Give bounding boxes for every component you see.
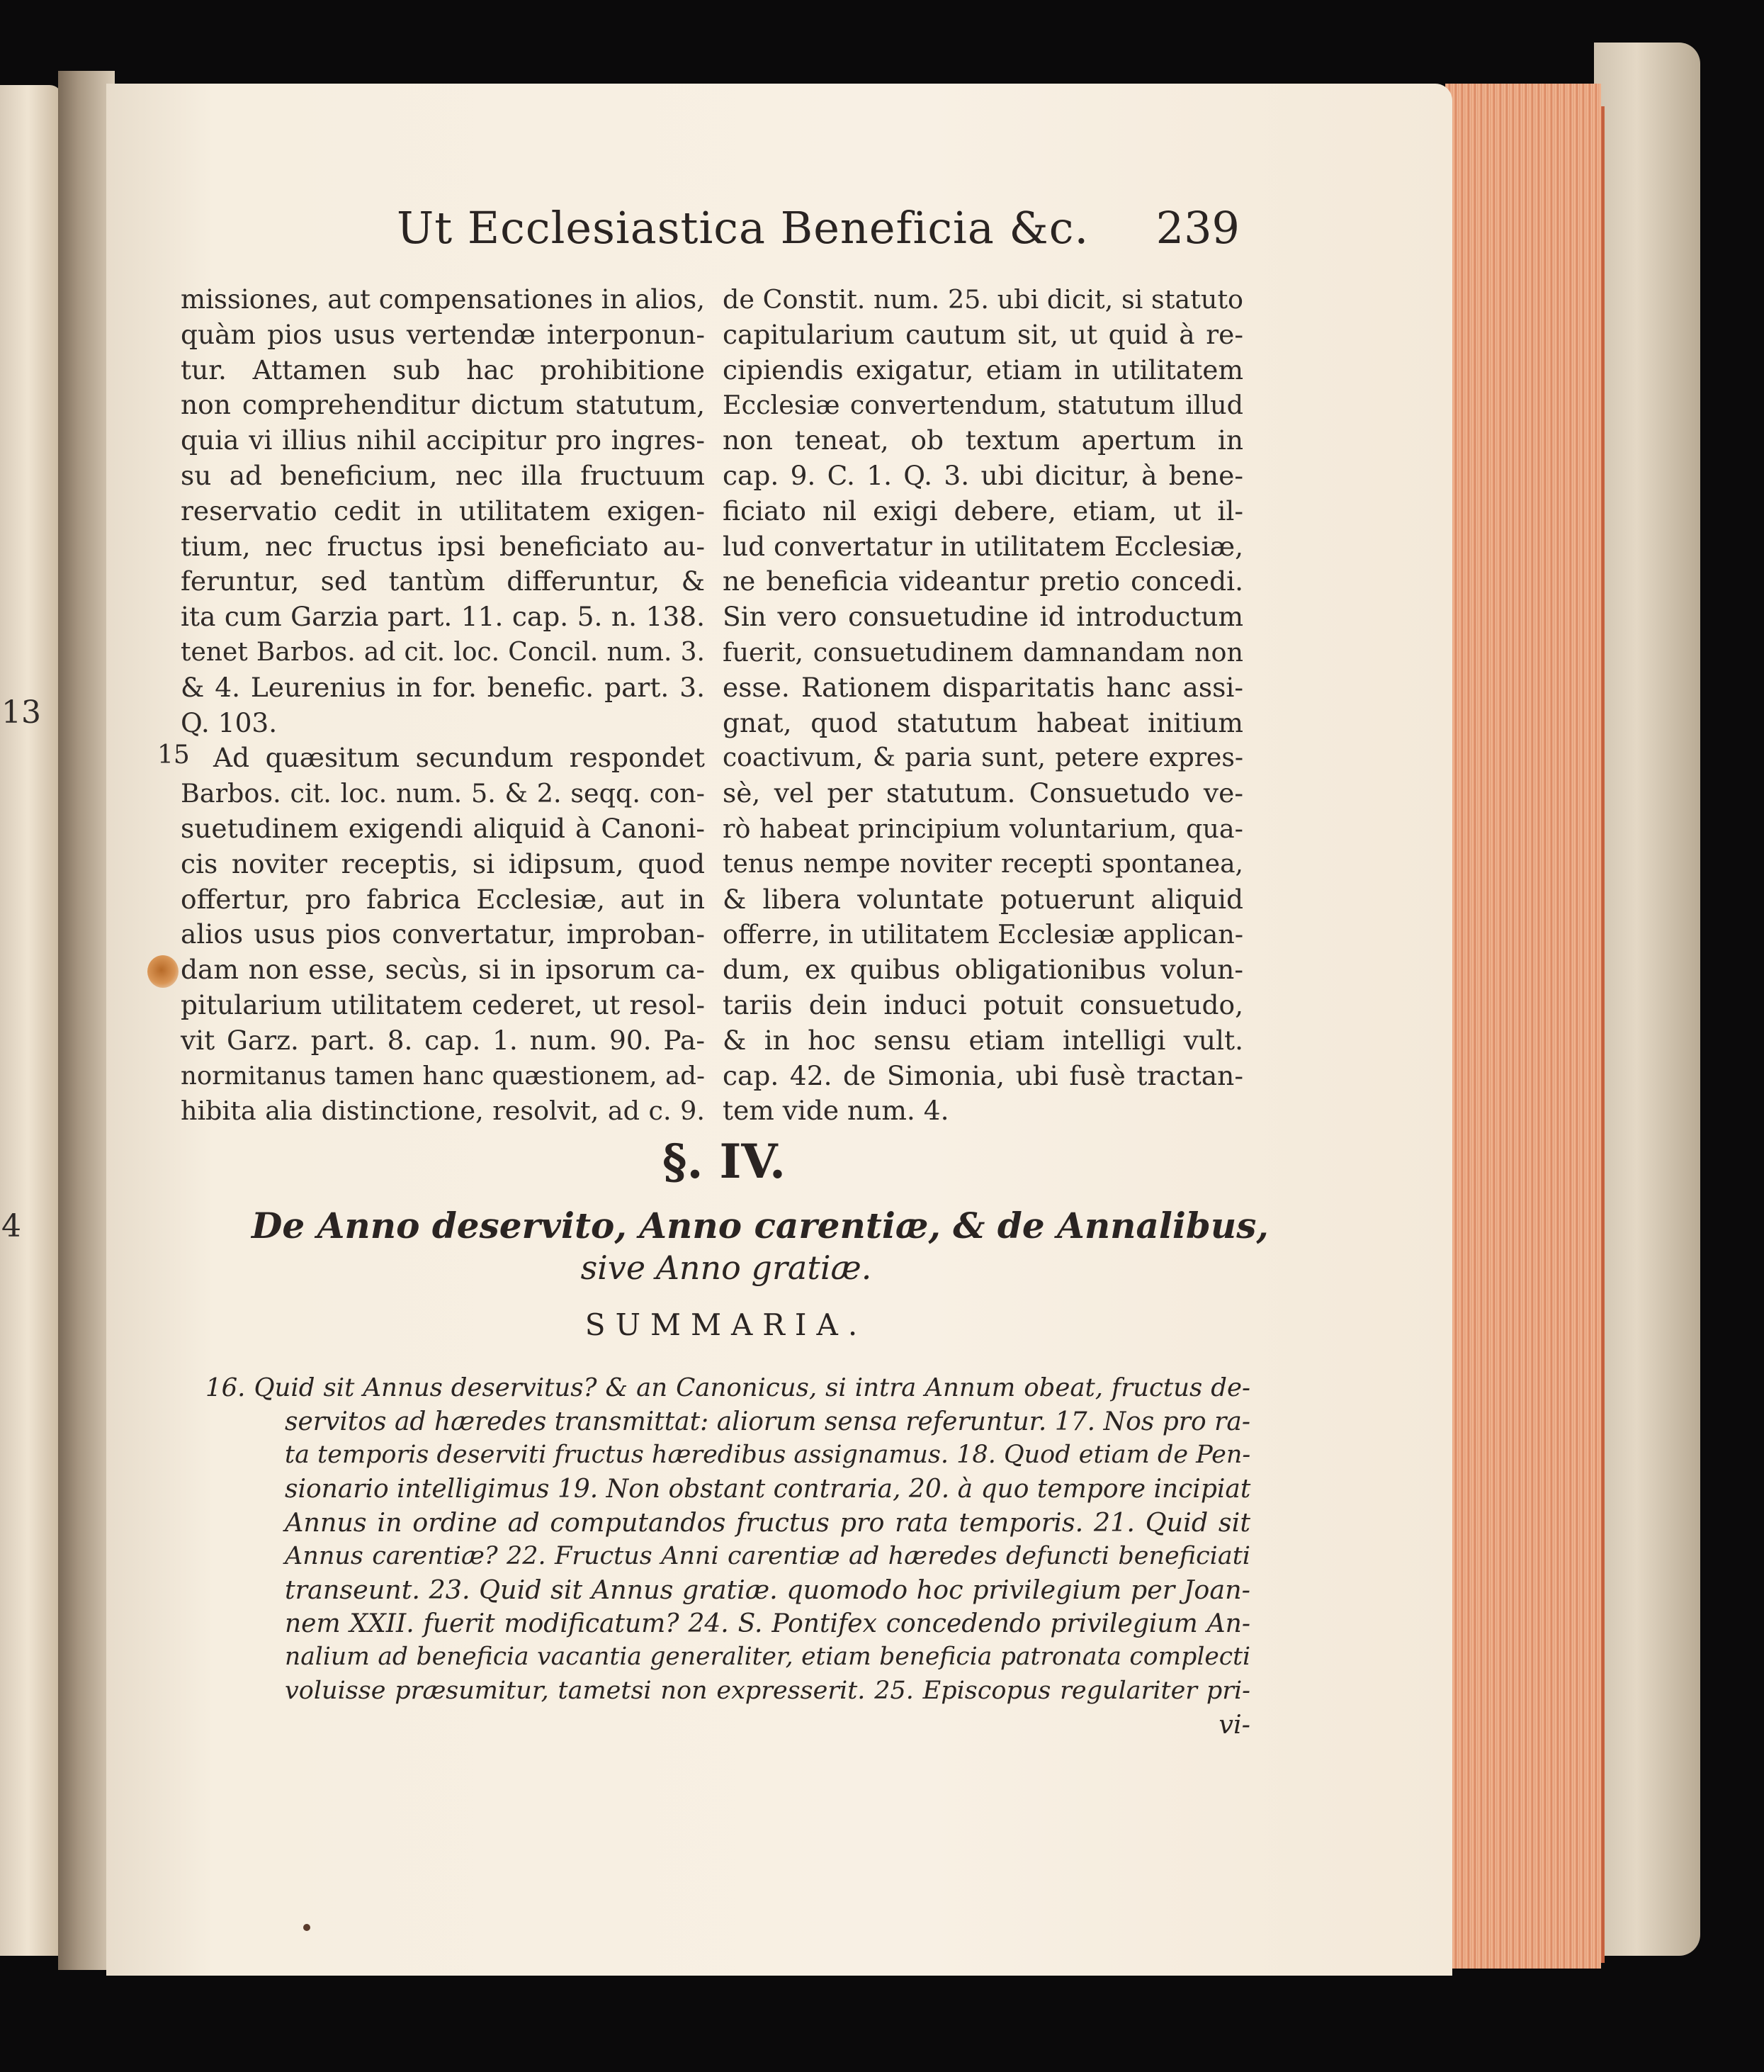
right-column [723, 282, 1243, 1129]
text-line: quàm pios usus vertendæ interponun- [181, 318, 705, 350]
text-line: ficiato nil exigi debere, etiam, ut il- [723, 495, 1243, 527]
text-line: cap. 42. de Simonia, ubi fusè tractan- [723, 1059, 1243, 1091]
text-line: dam non esse, secùs, si in ipsorum ca- [181, 954, 705, 986]
text-line: tariis dein induci potuit consuetudo, [723, 989, 1243, 1020]
summary-line: 16. Quid sit Annus deservitus? & an Canonicus, si intra Annum obeat, fructus de- [205, 1373, 1250, 1402]
text-line: sè, vel per statutum. Consuetudo ve- [723, 777, 1243, 809]
facing-page-number: 13 [1, 694, 41, 731]
catchword: vi- [1219, 1709, 1250, 1740]
running-head [397, 202, 1240, 259]
text-line: reservatio cedit in utilitatem exigen- [181, 495, 705, 527]
text-line: cipiendis exigatur, etiam in utilitatem [723, 354, 1243, 385]
text-line: offerre, in utilitatem Ecclesiæ applican- [723, 919, 1244, 950]
text-line: non teneat, ob textum apertum in [723, 424, 1243, 456]
facing-page [0, 85, 62, 1956]
text-line: missiones, aut compensationes in alios, [181, 284, 705, 315]
text-line: tenus nempe noviter recepti spontanea, [723, 849, 1243, 879]
book-cover [1594, 43, 1700, 1956]
text-line: Barbos. cit. loc. num. 5. & 2. seqq. con- [181, 778, 705, 809]
paper-stain [147, 955, 179, 988]
running-head-title: Ut Ecclesiastica Beneficia &c. [397, 202, 1090, 254]
summary-line: Annus in ordine ad computandos fructus pro rata temporis. 21. Quid sit [285, 1507, 1250, 1538]
text-line: ne beneficia videantur pretio concedi. [723, 565, 1243, 597]
text-line: tem vide num. 4. [723, 1095, 949, 1127]
text-line: fuerit, consuetudinem damnandam non [723, 636, 1243, 668]
text-line: de Constit. num. 25. ubi dicit, si statuto [723, 284, 1243, 315]
summary-line: nem XXII. fuerit modificatum? 24. S. Pontifex concedendo privilegium An- [285, 1609, 1250, 1638]
summary-line: ta temporis deserviti fructus hæredibus assignamus. 18. Quod etiam de Pen- [285, 1441, 1251, 1469]
summaria-label: SUMMARIA. [584, 1307, 868, 1342]
summary-line: sionario intelligimus 19. Non obstant contraria, 20. à quo tempore incipiat [285, 1474, 1251, 1504]
text-line: alios usus pios convertatur, improban- [181, 918, 705, 950]
summary-line: servitos ad hæredes transmittat: aliorum sensa referuntur. 17. Nos pro ra- [285, 1407, 1250, 1436]
text-line: dum, ex quibus obligationibus volun- [723, 954, 1243, 986]
text-line: lud convertatur in utilitatem Ecclesiæ, [723, 530, 1244, 562]
left-column [181, 282, 705, 1129]
text-line: & in hoc sensu etiam intelligi vult. [723, 1024, 1243, 1056]
facing-page-number: 4 [1, 1208, 21, 1244]
text-line: coactivum, & paria sunt, petere expres- [723, 743, 1243, 773]
text-line: Sin vero consuetudine id introductum [723, 601, 1243, 633]
text-line: quia vi illius nihil accipitur pro ingres- [181, 424, 705, 456]
text-line: Q. 103. [181, 706, 278, 738]
text-line: esse. Rationem disparitatis hanc assi- [723, 671, 1243, 703]
summary-line: nalium ad beneficia vacantia generaliter, etiam beneficia patronata complecti [285, 1643, 1250, 1671]
text-line: suetudinem exigendi aliquid à Canoni- [181, 812, 705, 844]
text-line: vit Garz. part. 8. cap. 1. num. 90. Pa- [181, 1024, 705, 1056]
text-line: cap. 9. C. 1. Q. 3. ubi dicitur, à bene- [723, 459, 1243, 491]
summary-line: Annus carentiæ? 22. Fructus Anni carentiæ ad hæredes defuncti beneficiati [285, 1541, 1250, 1570]
text-line: normitanus tamen hanc quæstionem, ad- [181, 1061, 705, 1091]
summaria-block [205, 1371, 1250, 1742]
page-number: 239 [1155, 202, 1240, 254]
section-heading: De Anno deservito, Anno carentiæ, & de Annalibus, [251, 1205, 1269, 1246]
text-line: rò habeat principium voluntarium, qua- [723, 813, 1243, 844]
summary-line: voluisse præsumitur, tametsi non expresserit. 25. Episcopus regulariter pri- [285, 1676, 1250, 1705]
text-line: tur. Attamen sub hac prohibitione [181, 354, 705, 385]
text-line: tium, nec fructus ipsi beneficiato au- [181, 530, 705, 562]
text-line: ita cum Garzia part. 11. cap. 5. n. 138. [181, 601, 705, 633]
text-line: pitularium utilitatem cederet, ut resol- [181, 989, 705, 1020]
ink-spot [303, 1924, 310, 1931]
summary-line: transeunt. 23. Quid sit Annus gratiæ. quomodo hoc privilegium per Joan- [285, 1575, 1250, 1605]
text-line: & 4. Leurenius in for. benefic. part. 3. [181, 671, 705, 703]
text-line: feruntur, sed tantùm differuntur, & [181, 565, 705, 597]
text-line: gnat, quod statutum habeat initium [723, 706, 1243, 738]
margin-paragraph-number: 15 [157, 741, 190, 770]
text-line: su ad beneficium, nec illa fructuum [181, 459, 705, 491]
text-line: Ad quæsitum secundum respondet [213, 742, 705, 774]
text-line: offertur, pro fabrica Ecclesiæ, aut in [181, 883, 705, 915]
section-subheading: sive Anno gratiæ. [580, 1249, 872, 1287]
text-line: cis noviter receptis, si idipsum, quod [181, 848, 705, 879]
text-line: non comprehenditur dictum statutum, [181, 389, 705, 421]
page-edges [1445, 84, 1601, 1969]
text-line: Ecclesiæ convertendum, statutum illud [723, 390, 1243, 421]
text-line: tenet Barbos. ad cit. loc. Concil. num. 3. [181, 637, 705, 667]
text-line: & libera voluntate potuerunt aliquid [723, 883, 1243, 915]
text-line: hibita alia distinctione, resolvit, ad c. 9. [181, 1096, 705, 1127]
text-line: capitularium cautum sit, ut quid à re- [723, 318, 1243, 350]
section-number: §. IV. [662, 1134, 786, 1189]
